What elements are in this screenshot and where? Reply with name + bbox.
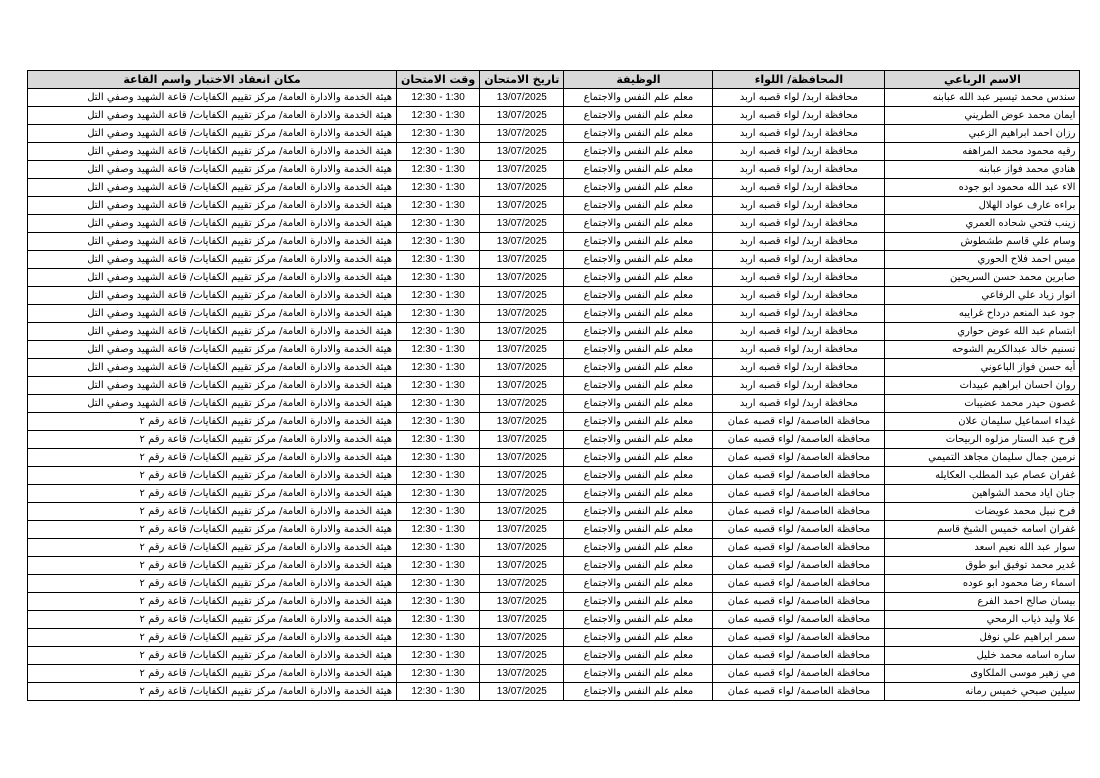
cell-time: 12:30 - 1:30 xyxy=(397,305,480,323)
cell-date: 13/07/2025 xyxy=(480,323,564,341)
cell-time: 12:30 - 1:30 xyxy=(397,521,480,539)
cell-date: 13/07/2025 xyxy=(480,359,564,377)
exam-schedule-table xyxy=(27,70,1080,701)
header-governorate: المحافظة/ اللواء xyxy=(713,71,885,89)
cell-governorate: محافظة العاصمة/ لواء قصبه عمان xyxy=(713,629,885,647)
table-row xyxy=(28,611,1080,629)
cell-governorate: محافظة العاصمة/ لواء قصبه عمان xyxy=(713,593,885,611)
table-row xyxy=(28,323,1080,341)
table-row xyxy=(28,197,1080,215)
cell-name: هنادي محمد فواز عبابنه xyxy=(885,161,1080,179)
cell-location: هيئة الخدمة والادارة العامة/ مركز تقييم الكفايات/ قاعة رقم ٢ xyxy=(28,503,397,521)
cell-date: 13/07/2025 xyxy=(480,683,564,701)
cell-location: هيئة الخدمة والادارة العامة/ مركز تقييم الكفايات/ قاعة الشهيد وصفي التل xyxy=(28,287,397,305)
cell-name: بيسان صالح احمد الفرع xyxy=(885,593,1080,611)
cell-date: 13/07/2025 xyxy=(480,485,564,503)
cell-date: 13/07/2025 xyxy=(480,467,564,485)
cell-location: هيئة الخدمة والادارة العامة/ مركز تقييم الكفايات/ قاعة رقم ٢ xyxy=(28,539,397,557)
cell-location: هيئة الخدمة والادارة العامة/ مركز تقييم الكفايات/ قاعة الشهيد وصفي التل xyxy=(28,107,397,125)
cell-name: فرح عبد الستار مزلوه الربيحات xyxy=(885,431,1080,449)
cell-governorate: محافظة اربد/ لواء قصبه اربد xyxy=(713,359,885,377)
table-row xyxy=(28,539,1080,557)
cell-location: هيئة الخدمة والادارة العامة/ مركز تقييم الكفايات/ قاعة رقم ٢ xyxy=(28,413,397,431)
table-row xyxy=(28,629,1080,647)
cell-time: 12:30 - 1:30 xyxy=(397,125,480,143)
cell-job: معلم علم النفس والاجتماع xyxy=(564,575,713,593)
cell-name: غفران اسامه خميس الشيخ قاسم xyxy=(885,521,1080,539)
cell-name: انوار زياد علي الرفاعي xyxy=(885,287,1080,305)
cell-name: ميس احمد فلاح الحوري xyxy=(885,251,1080,269)
cell-location: هيئة الخدمة والادارة العامة/ مركز تقييم الكفايات/ قاعة الشهيد وصفي التل xyxy=(28,215,397,233)
cell-governorate: محافظة العاصمة/ لواء قصبه عمان xyxy=(713,449,885,467)
table-row xyxy=(28,557,1080,575)
cell-governorate: محافظة اربد/ لواء قصبه اربد xyxy=(713,251,885,269)
cell-date: 13/07/2025 xyxy=(480,647,564,665)
cell-time: 12:30 - 1:30 xyxy=(397,341,480,359)
table-row xyxy=(28,449,1080,467)
cell-date: 13/07/2025 xyxy=(480,269,564,287)
cell-date: 13/07/2025 xyxy=(480,251,564,269)
cell-location: هيئة الخدمة والادارة العامة/ مركز تقييم الكفايات/ قاعة الشهيد وصفي التل xyxy=(28,125,397,143)
cell-name: غدير محمد توفيق ابو طوق xyxy=(885,557,1080,575)
cell-date: 13/07/2025 xyxy=(480,125,564,143)
cell-time: 12:30 - 1:30 xyxy=(397,629,480,647)
cell-name: ايمان محمد عوض الطريني xyxy=(885,107,1080,125)
cell-governorate: محافظة اربد/ لواء قصبه اربد xyxy=(713,143,885,161)
table-row xyxy=(28,395,1080,413)
cell-time: 12:30 - 1:30 xyxy=(397,251,480,269)
table-row xyxy=(28,593,1080,611)
cell-location: هيئة الخدمة والادارة العامة/ مركز تقييم الكفايات/ قاعة رقم ٢ xyxy=(28,449,397,467)
cell-governorate: محافظة العاصمة/ لواء قصبه عمان xyxy=(713,503,885,521)
cell-name: جنان اياد محمد الشواهين xyxy=(885,485,1080,503)
cell-name: اسماء رضا محمود ابو عوده xyxy=(885,575,1080,593)
table-row xyxy=(28,251,1080,269)
cell-job: معلم علم النفس والاجتماع xyxy=(564,269,713,287)
cell-date: 13/07/2025 xyxy=(480,305,564,323)
cell-location: هيئة الخدمة والادارة العامة/ مركز تقييم الكفايات/ قاعة رقم ٢ xyxy=(28,467,397,485)
cell-time: 12:30 - 1:30 xyxy=(397,485,480,503)
cell-governorate: محافظة العاصمة/ لواء قصبه عمان xyxy=(713,611,885,629)
cell-job: معلم علم النفس والاجتماع xyxy=(564,341,713,359)
cell-job: معلم علم النفس والاجتماع xyxy=(564,287,713,305)
cell-time: 12:30 - 1:30 xyxy=(397,647,480,665)
cell-name: نرمين جمال سليمان مجاهد التميمي xyxy=(885,449,1080,467)
table-row xyxy=(28,647,1080,665)
table-row xyxy=(28,503,1080,521)
cell-time: 12:30 - 1:30 xyxy=(397,539,480,557)
cell-job: معلم علم النفس والاجتماع xyxy=(564,647,713,665)
table-row xyxy=(28,269,1080,287)
cell-governorate: محافظة اربد/ لواء قصبه اربد xyxy=(713,323,885,341)
cell-date: 13/07/2025 xyxy=(480,215,564,233)
table-row xyxy=(28,683,1080,701)
cell-job: معلم علم النفس والاجتماع xyxy=(564,629,713,647)
cell-name: جود عبد المنعم درداح غرايبه xyxy=(885,305,1080,323)
cell-date: 13/07/2025 xyxy=(480,503,564,521)
table-row xyxy=(28,287,1080,305)
cell-location: هيئة الخدمة والادارة العامة/ مركز تقييم الكفايات/ قاعة الشهيد وصفي التل xyxy=(28,251,397,269)
cell-location: هيئة الخدمة والادارة العامة/ مركز تقييم الكفايات/ قاعة الشهيد وصفي التل xyxy=(28,89,397,107)
header-job: الوظيفة xyxy=(564,71,713,89)
cell-date: 13/07/2025 xyxy=(480,197,564,215)
cell-job: معلم علم النفس والاجتماع xyxy=(564,305,713,323)
cell-location: هيئة الخدمة والادارة العامة/ مركز تقييم الكفايات/ قاعة رقم ٢ xyxy=(28,647,397,665)
cell-governorate: محافظة اربد/ لواء قصبه اربد xyxy=(713,341,885,359)
cell-job: معلم علم النفس والاجتماع xyxy=(564,665,713,683)
table-row xyxy=(28,89,1080,107)
cell-name: فرح نبيل محمد عويضات xyxy=(885,503,1080,521)
cell-name: مي زهير موسى الملكاوى xyxy=(885,665,1080,683)
cell-date: 13/07/2025 xyxy=(480,233,564,251)
table-row xyxy=(28,341,1080,359)
cell-governorate: محافظة العاصمة/ لواء قصبه عمان xyxy=(713,539,885,557)
cell-time: 12:30 - 1:30 xyxy=(397,431,480,449)
cell-name: رزان احمد ابراهيم الزعبي xyxy=(885,125,1080,143)
cell-time: 12:30 - 1:30 xyxy=(397,197,480,215)
cell-job: معلم علم النفس والاجتماع xyxy=(564,413,713,431)
table-body xyxy=(28,89,1080,701)
cell-governorate: محافظة اربد/ لواء قصبه اربد xyxy=(713,125,885,143)
cell-job: معلم علم النفس والاجتماع xyxy=(564,89,713,107)
cell-job: معلم علم النفس والاجتماع xyxy=(564,251,713,269)
cell-job: معلم علم النفس والاجتماع xyxy=(564,197,713,215)
cell-governorate: محافظة اربد/ لواء قصبه اربد xyxy=(713,395,885,413)
cell-name: سمر ابراهيم علي نوفل xyxy=(885,629,1080,647)
cell-governorate: محافظة اربد/ لواء قصبه اربد xyxy=(713,305,885,323)
cell-time: 12:30 - 1:30 xyxy=(397,503,480,521)
cell-location: هيئة الخدمة والادارة العامة/ مركز تقييم الكفايات/ قاعة الشهيد وصفي التل xyxy=(28,395,397,413)
cell-location: هيئة الخدمة والادارة العامة/ مركز تقييم الكفايات/ قاعة رقم ٢ xyxy=(28,665,397,683)
cell-date: 13/07/2025 xyxy=(480,107,564,125)
cell-governorate: محافظة العاصمة/ لواء قصبه عمان xyxy=(713,413,885,431)
header-date: تاريخ الامتحان xyxy=(480,71,564,89)
cell-location: هيئة الخدمة والادارة العامة/ مركز تقييم الكفايات/ قاعة الشهيد وصفي التل xyxy=(28,269,397,287)
cell-time: 12:30 - 1:30 xyxy=(397,575,480,593)
cell-location: هيئة الخدمة والادارة العامة/ مركز تقييم الكفايات/ قاعة رقم ٢ xyxy=(28,611,397,629)
cell-date: 13/07/2025 xyxy=(480,377,564,395)
cell-date: 13/07/2025 xyxy=(480,449,564,467)
cell-location: هيئة الخدمة والادارة العامة/ مركز تقييم الكفايات/ قاعة الشهيد وصفي التل xyxy=(28,233,397,251)
table-row xyxy=(28,143,1080,161)
cell-date: 13/07/2025 xyxy=(480,413,564,431)
cell-location: هيئة الخدمة والادارة العامة/ مركز تقييم الكفايات/ قاعة رقم ٢ xyxy=(28,521,397,539)
cell-governorate: محافظة العاصمة/ لواء قصبه عمان xyxy=(713,467,885,485)
cell-governorate: محافظة العاصمة/ لواء قصبه عمان xyxy=(713,485,885,503)
cell-job: معلم علم النفس والاجتماع xyxy=(564,485,713,503)
cell-location: هيئة الخدمة والادارة العامة/ مركز تقييم الكفايات/ قاعة رقم ٢ xyxy=(28,593,397,611)
cell-time: 12:30 - 1:30 xyxy=(397,413,480,431)
cell-job: معلم علم النفس والاجتماع xyxy=(564,125,713,143)
table-row xyxy=(28,305,1080,323)
cell-time: 12:30 - 1:30 xyxy=(397,215,480,233)
cell-job: معلم علم النفس والاجتماع xyxy=(564,359,713,377)
cell-location: هيئة الخدمة والادارة العامة/ مركز تقييم الكفايات/ قاعة الشهيد وصفي التل xyxy=(28,377,397,395)
cell-time: 12:30 - 1:30 xyxy=(397,161,480,179)
cell-location: هيئة الخدمة والادارة العامة/ مركز تقييم الكفايات/ قاعة رقم ٢ xyxy=(28,485,397,503)
cell-location: هيئة الخدمة والادارة العامة/ مركز تقييم الكفايات/ قاعة رقم ٢ xyxy=(28,629,397,647)
cell-job: معلم علم النفس والاجتماع xyxy=(564,611,713,629)
table-row xyxy=(28,179,1080,197)
cell-time: 12:30 - 1:30 xyxy=(397,179,480,197)
cell-time: 12:30 - 1:30 xyxy=(397,557,480,575)
cell-job: معلم علم النفس والاجتماع xyxy=(564,179,713,197)
table-row xyxy=(28,359,1080,377)
cell-job: معلم علم النفس والاجتماع xyxy=(564,503,713,521)
table-row xyxy=(28,431,1080,449)
cell-time: 12:30 - 1:30 xyxy=(397,269,480,287)
cell-name: وسام علي قاسم طشطوش xyxy=(885,233,1080,251)
header-name: الاسم الرباعي xyxy=(885,71,1080,89)
cell-job: معلم علم النفس والاجتماع xyxy=(564,143,713,161)
cell-governorate: محافظة العاصمة/ لواء قصبه عمان xyxy=(713,647,885,665)
cell-time: 12:30 - 1:30 xyxy=(397,467,480,485)
cell-job: معلم علم النفس والاجتماع xyxy=(564,161,713,179)
cell-time: 12:30 - 1:30 xyxy=(397,143,480,161)
cell-location: هيئة الخدمة والادارة العامة/ مركز تقييم الكفايات/ قاعة الشهيد وصفي التل xyxy=(28,323,397,341)
cell-date: 13/07/2025 xyxy=(480,287,564,305)
cell-location: هيئة الخدمة والادارة العامة/ مركز تقييم الكفايات/ قاعة رقم ٢ xyxy=(28,431,397,449)
cell-time: 12:30 - 1:30 xyxy=(397,323,480,341)
cell-job: معلم علم النفس والاجتماع xyxy=(564,557,713,575)
cell-location: هيئة الخدمة والادارة العامة/ مركز تقييم الكفايات/ قاعة رقم ٢ xyxy=(28,557,397,575)
cell-name: سوار عبد الله نعيم اسعد xyxy=(885,539,1080,557)
cell-location: هيئة الخدمة والادارة العامة/ مركز تقييم الكفايات/ قاعة رقم ٢ xyxy=(28,683,397,701)
cell-name: براءه عارف عواد الهلال xyxy=(885,197,1080,215)
header-time: وقت الامتحان xyxy=(397,71,480,89)
table-row xyxy=(28,467,1080,485)
cell-time: 12:30 - 1:30 xyxy=(397,107,480,125)
cell-name: غفران عصام عبد المطلب العكايله xyxy=(885,467,1080,485)
cell-governorate: محافظة اربد/ لواء قصبه اربد xyxy=(713,179,885,197)
cell-governorate: محافظة العاصمة/ لواء قصبه عمان xyxy=(713,431,885,449)
cell-name: سندس محمد تيسير عبد الله عبابنه xyxy=(885,89,1080,107)
cell-name: صابرين محمد حسن السريحين xyxy=(885,269,1080,287)
cell-date: 13/07/2025 xyxy=(480,593,564,611)
header-row xyxy=(28,71,1080,89)
cell-governorate: محافظة العاصمة/ لواء قصبه عمان xyxy=(713,575,885,593)
cell-job: معلم علم النفس والاجتماع xyxy=(564,539,713,557)
cell-date: 13/07/2025 xyxy=(480,161,564,179)
table-row xyxy=(28,521,1080,539)
cell-location: هيئة الخدمة والادارة العامة/ مركز تقييم الكفايات/ قاعة الشهيد وصفي التل xyxy=(28,179,397,197)
cell-location: هيئة الخدمة والادارة العامة/ مركز تقييم الكفايات/ قاعة الشهيد وصفي التل xyxy=(28,197,397,215)
cell-time: 12:30 - 1:30 xyxy=(397,611,480,629)
cell-job: معلم علم النفس والاجتماع xyxy=(564,593,713,611)
cell-name: روان احسان ابراهيم عبيدات xyxy=(885,377,1080,395)
cell-location: هيئة الخدمة والادارة العامة/ مركز تقييم الكفايات/ قاعة الشهيد وصفي التل xyxy=(28,305,397,323)
cell-location: هيئة الخدمة والادارة العامة/ مركز تقييم الكفايات/ قاعة الشهيد وصفي التل xyxy=(28,161,397,179)
cell-governorate: محافظة اربد/ لواء قصبه اربد xyxy=(713,269,885,287)
cell-name: ساره اسامه محمد خليل xyxy=(885,647,1080,665)
cell-name: زينب فتحي شحاده العمري xyxy=(885,215,1080,233)
cell-time: 12:30 - 1:30 xyxy=(397,233,480,251)
cell-name: غيداء اسماعيل سليمان علان xyxy=(885,413,1080,431)
cell-governorate: محافظة اربد/ لواء قصبه اربد xyxy=(713,107,885,125)
cell-job: معلم علم النفس والاجتماع xyxy=(564,521,713,539)
cell-time: 12:30 - 1:30 xyxy=(397,593,480,611)
cell-job: معلم علم النفس والاجتماع xyxy=(564,323,713,341)
cell-job: معلم علم النفس والاجتماع xyxy=(564,215,713,233)
cell-job: معلم علم النفس والاجتماع xyxy=(564,377,713,395)
cell-job: معلم علم النفس والاجتماع xyxy=(564,233,713,251)
cell-governorate: محافظة العاصمة/ لواء قصبه عمان xyxy=(713,683,885,701)
cell-name: غصون حيدر محمد عضيبات xyxy=(885,395,1080,413)
cell-time: 12:30 - 1:30 xyxy=(397,449,480,467)
cell-date: 13/07/2025 xyxy=(480,557,564,575)
table-row xyxy=(28,575,1080,593)
cell-location: هيئة الخدمة والادارة العامة/ مركز تقييم الكفايات/ قاعة الشهيد وصفي التل xyxy=(28,341,397,359)
table-row xyxy=(28,377,1080,395)
table-row xyxy=(28,665,1080,683)
cell-name: تسنيم خالد عبدالكريم الشوحه xyxy=(885,341,1080,359)
cell-governorate: محافظة اربد/ لواء قصبه اربد xyxy=(713,215,885,233)
cell-time: 12:30 - 1:30 xyxy=(397,287,480,305)
cell-name: سيلين صبحي خميس رمانه xyxy=(885,683,1080,701)
cell-name: علا وليد ذياب الرمحي xyxy=(885,611,1080,629)
cell-date: 13/07/2025 xyxy=(480,341,564,359)
cell-governorate: محافظة اربد/ لواء قصبه اربد xyxy=(713,161,885,179)
cell-date: 13/07/2025 xyxy=(480,539,564,557)
cell-date: 13/07/2025 xyxy=(480,395,564,413)
cell-job: معلم علم النفس والاجتماع xyxy=(564,107,713,125)
table-row xyxy=(28,215,1080,233)
table-row xyxy=(28,233,1080,251)
cell-name: رقيه محمود محمد المراهفه xyxy=(885,143,1080,161)
cell-job: معلم علم النفس والاجتماع xyxy=(564,431,713,449)
cell-date: 13/07/2025 xyxy=(480,611,564,629)
cell-governorate: محافظة اربد/ لواء قصبه اربد xyxy=(713,197,885,215)
cell-governorate: محافظة العاصمة/ لواء قصبه عمان xyxy=(713,521,885,539)
cell-time: 12:30 - 1:30 xyxy=(397,665,480,683)
cell-location: هيئة الخدمة والادارة العامة/ مركز تقييم الكفايات/ قاعة الشهيد وصفي التل xyxy=(28,143,397,161)
cell-time: 12:30 - 1:30 xyxy=(397,89,480,107)
cell-date: 13/07/2025 xyxy=(480,575,564,593)
cell-governorate: محافظة اربد/ لواء قصبه اربد xyxy=(713,377,885,395)
header-location: مكان انعقاد الاختبار واسم القاعة xyxy=(28,71,397,89)
cell-time: 12:30 - 1:30 xyxy=(397,683,480,701)
cell-name: أيه حسن فواز الباعوني xyxy=(885,359,1080,377)
table-row xyxy=(28,161,1080,179)
cell-location: هيئة الخدمة والادارة العامة/ مركز تقييم الكفايات/ قاعة الشهيد وصفي التل xyxy=(28,359,397,377)
cell-governorate: محافظة اربد/ لواء قصبه اربد xyxy=(713,89,885,107)
cell-governorate: محافظة العاصمة/ لواء قصبه عمان xyxy=(713,557,885,575)
cell-date: 13/07/2025 xyxy=(480,143,564,161)
cell-date: 13/07/2025 xyxy=(480,521,564,539)
cell-location: هيئة الخدمة والادارة العامة/ مركز تقييم الكفايات/ قاعة رقم ٢ xyxy=(28,575,397,593)
cell-governorate: محافظة اربد/ لواء قصبه اربد xyxy=(713,233,885,251)
cell-date: 13/07/2025 xyxy=(480,179,564,197)
cell-name: الاء عبد الله محمود ابو جوده xyxy=(885,179,1080,197)
cell-job: معلم علم النفس والاجتماع xyxy=(564,683,713,701)
cell-job: معلم علم النفس والاجتماع xyxy=(564,467,713,485)
cell-time: 12:30 - 1:30 xyxy=(397,359,480,377)
table-row xyxy=(28,413,1080,431)
table-row xyxy=(28,107,1080,125)
cell-date: 13/07/2025 xyxy=(480,431,564,449)
table-row xyxy=(28,125,1080,143)
cell-date: 13/07/2025 xyxy=(480,665,564,683)
cell-time: 12:30 - 1:30 xyxy=(397,377,480,395)
cell-governorate: محافظة اربد/ لواء قصبه اربد xyxy=(713,287,885,305)
cell-time: 12:30 - 1:30 xyxy=(397,395,480,413)
cell-date: 13/07/2025 xyxy=(480,89,564,107)
cell-name: ابتسام عبد الله عوض حواري xyxy=(885,323,1080,341)
table-row xyxy=(28,485,1080,503)
cell-date: 13/07/2025 xyxy=(480,629,564,647)
cell-governorate: محافظة العاصمة/ لواء قصبه عمان xyxy=(713,665,885,683)
cell-job: معلم علم النفس والاجتماع xyxy=(564,395,713,413)
cell-job: معلم علم النفس والاجتماع xyxy=(564,449,713,467)
